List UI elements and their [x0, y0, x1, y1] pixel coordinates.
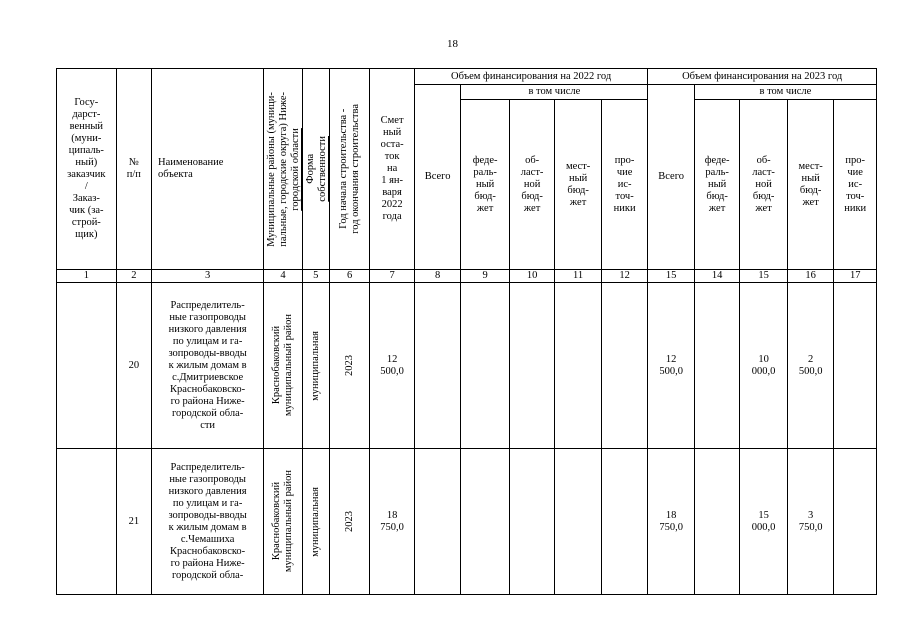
column-number: 6 — [329, 270, 369, 283]
cell-total-2022 — [414, 283, 461, 449]
header-other-2023: про- чие ис- точ- ники — [834, 100, 877, 270]
cell-years: 2023 — [329, 283, 369, 449]
header-federal-2022: феде- раль- ный бюд- жет — [461, 100, 510, 270]
cell-num: 20 — [116, 283, 151, 449]
cell-federal-2023 — [694, 449, 739, 595]
cell-regional-2023: 10 000,0 — [740, 283, 788, 449]
column-number: 4 — [264, 270, 302, 283]
header-years: Год начала строительства - год окончания строительства — [329, 69, 369, 270]
header-other-2022: про- чие ис- точ- ники — [601, 100, 648, 270]
column-number: 12 — [601, 270, 648, 283]
column-number: 16 — [787, 270, 834, 283]
header-ownership: Форма собственности — [302, 69, 329, 270]
cell-other-2022 — [601, 283, 648, 449]
cell-ownership: муниципальная — [302, 283, 329, 449]
header-num: № п/п — [116, 69, 151, 270]
header-including-2023: в том числе — [694, 85, 876, 100]
header-regional-2022: об- ласт- ной бюд- жет — [509, 100, 554, 270]
cell-district: Краснобаковский муниципальный район — [264, 449, 302, 595]
column-numbers-row — [57, 270, 877, 283]
column-number: 9 — [461, 270, 510, 283]
cell-object-name: Распределитель- ные газопроводы низкого давления по улицам и га- зопроводы-вводы к жилым домам в с.Чемашиха Краснобаковско- го района Ниже- городской обла- — [152, 449, 264, 595]
financing-table — [56, 68, 877, 595]
cell-total-2023: 18 750,0 — [648, 449, 695, 595]
cell-local-2022 — [555, 449, 602, 595]
cell-regional-2023: 15 000,0 — [740, 449, 788, 595]
table-row — [57, 283, 877, 449]
page-number: 18 — [447, 38, 458, 50]
header-total-2022: Всего — [414, 85, 461, 270]
header-estimated-balance: Смет ный оста- ток на 1 ян- варя 2022 года — [370, 69, 414, 270]
cell-ownership: муниципальная — [302, 449, 329, 595]
column-number: 15 — [740, 270, 788, 283]
column-number: 5 — [302, 270, 329, 283]
cell-other-2023 — [834, 283, 877, 449]
cell-other-2023 — [834, 449, 877, 595]
header-local-2023: мест- ный бюд- жет — [787, 100, 834, 270]
cell-customer — [57, 449, 117, 595]
header-municipal-districts: Муниципальные районы (муници- пальные, городские округа) Ниже- городской области — [264, 69, 302, 270]
cell-total-2022 — [414, 449, 461, 595]
column-number: 3 — [152, 270, 264, 283]
cell-object-name: Распределитель- ные газопроводы низкого давления по улицам и га- зопроводы-вводы к жилым домам в с.Дмитриевское Краснобаковско- го района Ниже- городской обла- сти — [152, 283, 264, 449]
cell-total-2023: 12 500,0 — [648, 283, 695, 449]
cell-local-2023: 2 500,0 — [787, 283, 834, 449]
header-local-2022: мест- ный бюд- жет — [555, 100, 602, 270]
column-number: 7 — [370, 270, 414, 283]
header-regional-2023: об- ласт- ной бюд- жет — [740, 100, 788, 270]
cell-balance: 12 500,0 — [370, 283, 414, 449]
column-number: 17 — [834, 270, 877, 283]
cell-other-2022 — [601, 449, 648, 595]
header-federal-2023: феде- раль- ный бюд- жет — [694, 100, 739, 270]
cell-years: 2023 — [329, 449, 369, 595]
column-number: 2 — [116, 270, 151, 283]
cell-customer — [57, 283, 117, 449]
header-fin-2022: Объем финансирования на 2022 год — [414, 69, 648, 85]
header-including-2022: в том числе — [461, 85, 648, 100]
header-total-2023: Всего — [648, 85, 695, 270]
cell-num: 21 — [116, 449, 151, 595]
column-number: 14 — [694, 270, 739, 283]
table-row — [57, 449, 877, 595]
cell-district: Краснобаковский муниципальный район — [264, 283, 302, 449]
column-number: 1 — [57, 270, 117, 283]
cell-local-2023: 3 750,0 — [787, 449, 834, 595]
cell-federal-2022 — [461, 449, 510, 595]
header-object-name: Наименование объекта — [152, 69, 264, 270]
cell-regional-2022 — [509, 449, 554, 595]
cell-local-2022 — [555, 283, 602, 449]
column-number: 15 — [648, 270, 695, 283]
cell-federal-2023 — [694, 283, 739, 449]
column-number: 8 — [414, 270, 461, 283]
header-fin-2023: Объем финансирования на 2023 год — [648, 69, 877, 85]
cell-balance: 18 750,0 — [370, 449, 414, 595]
cell-federal-2022 — [461, 283, 510, 449]
column-number: 10 — [509, 270, 554, 283]
header-customer: Госу- дарст- венный (муни- ципаль- ный) заказчик / Заказ- чик (за- строй- щик) — [57, 69, 117, 270]
column-number: 11 — [555, 270, 602, 283]
cell-regional-2022 — [509, 283, 554, 449]
